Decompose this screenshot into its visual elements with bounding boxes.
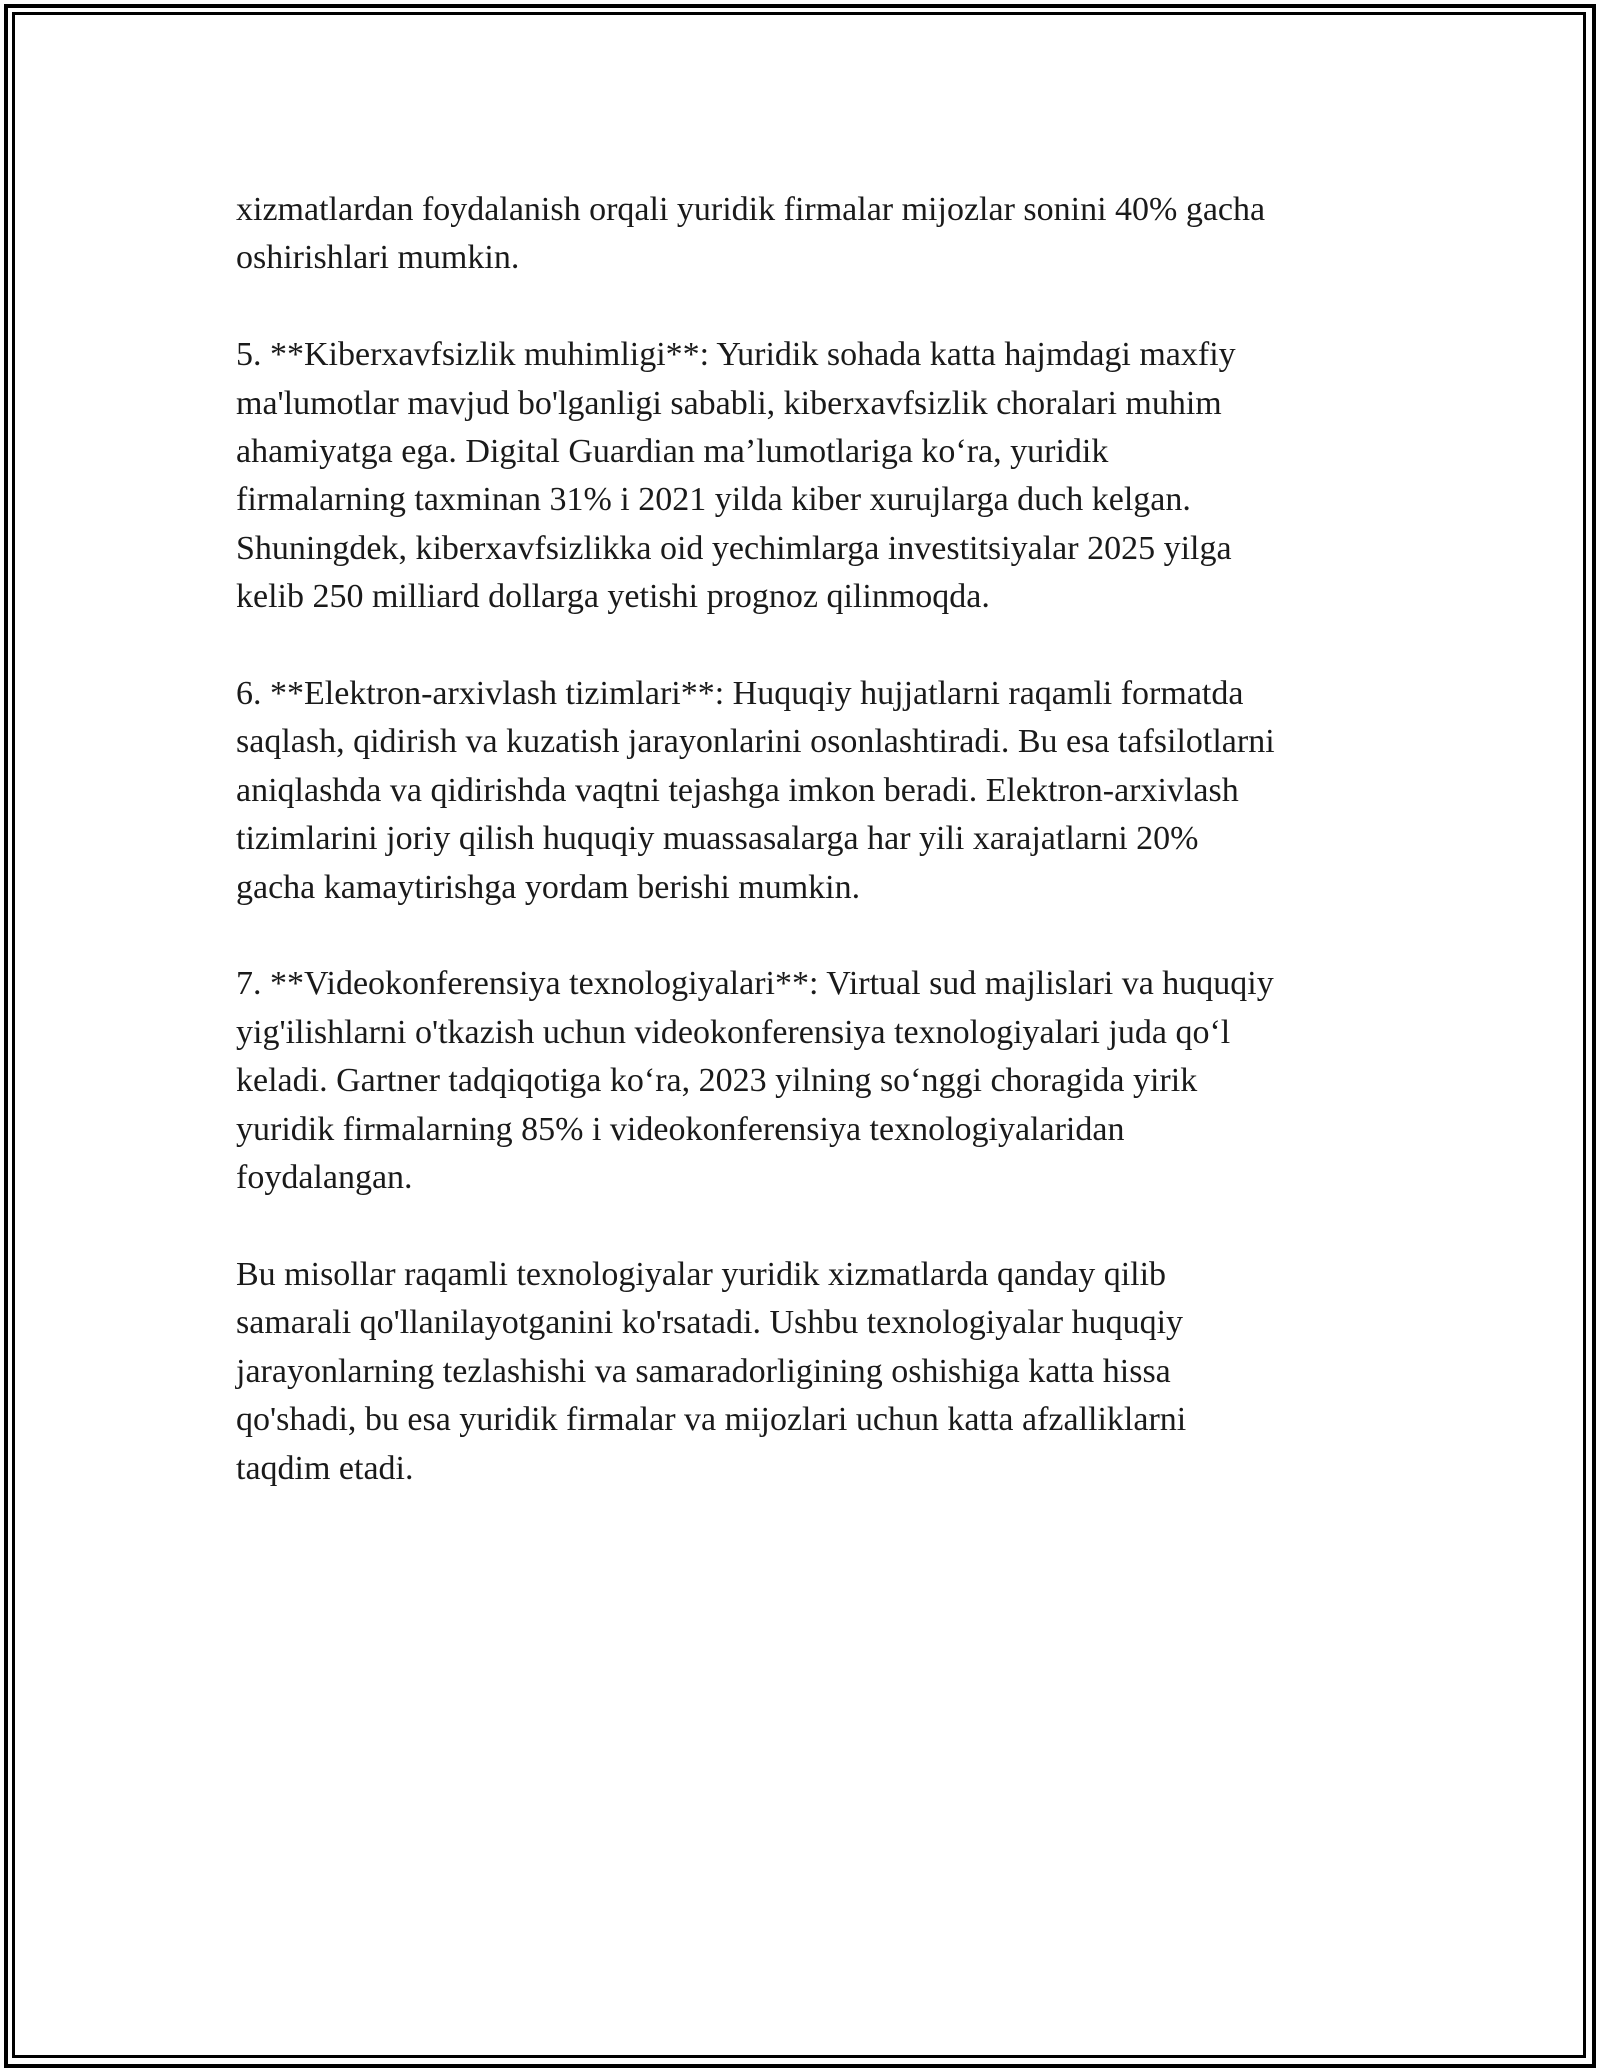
text-line: yuridik firmalarning 85% i videokonferensiya texnologiyalaridan [236,1110,1125,1148]
paragraph-intro-continuation [236,186,1386,283]
text-line: Shuningdek, kiberxavfsizlikka oid yechimlarga investitsiyalar 2025 yilga [236,529,1232,567]
text-line: 5. **Kiberxavfsizlik muhimligi**: Yuridik sohada katta hajmdagi maxfiy [236,336,1236,374]
text-line: qo'shadi, bu esa yuridik firmalar va mijozlari uchun katta afzalliklarni [236,1401,1187,1439]
text-line: xizmatlardan foydalanish orqali yuridik firmalar mijozlar sonini 40% gacha [236,191,1266,228]
text-line: Bu misollar raqamli texnologiyalar yuridik xizmatlarda qanday qilib [236,1255,1167,1293]
text-line: gacha kamaytirishga yordam berishi mumkin. [236,868,861,906]
text-line: aniqlashda va qidirishda vaqtni tejashga imkon beradi. Elektron-arxivlash [236,771,1239,809]
text-line: 6. **Elektron-arxivlash tizimlari**: Huquqiy hujjatlarni raqamli formatda [236,675,1244,713]
text-line: tizimlarini joriy qilish huquqiy muassasalarga har yili xarajatlarni 20% [236,820,1199,858]
text-line: ahamiyatga ega. Digital Guardian ma’lumotlariga ko‘ra, yuridik [236,433,1109,471]
paragraph-item-6-e-archiving [236,670,1386,912]
text-line: oshirishlari mumkin. [236,239,520,277]
document-body [236,186,1386,1541]
text-line: yig'ilishlarni o'tkazish uchun videokonferensiya texnologiyalari juda qo‘l [236,1013,1231,1051]
text-line: saqlash, qidirish va kuzatish jarayonlarini osonlashtiradi. Bu esa tafsilotlarni [236,723,1275,761]
text-line: samarali qo'llanilayotganini ko'rsatadi. Ushbu texnologiyalar huquqiy [236,1304,1184,1342]
text-line: jarayonlarning tezlashishi va samaradorligining oshishiga katta hissa [236,1352,1171,1390]
text-line: kelib 250 milliard dollarga yetishi prognoz qilinmoqda. [236,578,990,616]
text-line: firmalarning taxminan 31% i 2021 yilda kiber xurujlarga duch kelgan. [236,481,1191,519]
paragraph-item-5-cybersecurity [236,331,1386,621]
text-line: 7. **Videokonferensiya texnologiyalari**: Virtual sud majlislari va huquqiy [236,965,1274,1003]
text-line: foydalangan. [236,1159,413,1197]
text-line: ma'lumotlar mavjud bo'lganligi sababli, kiberxavfsizlik choralari muhim [236,384,1222,422]
text-line: keladi. Gartner tadqiqotiga ko‘ra, 2023 yilning so‘nggi choragida yirik [236,1062,1198,1100]
paragraph-item-7-videoconferencing [236,960,1386,1202]
paragraph-conclusion [236,1251,1386,1493]
text-line: taqdim etadi. [236,1449,414,1487]
